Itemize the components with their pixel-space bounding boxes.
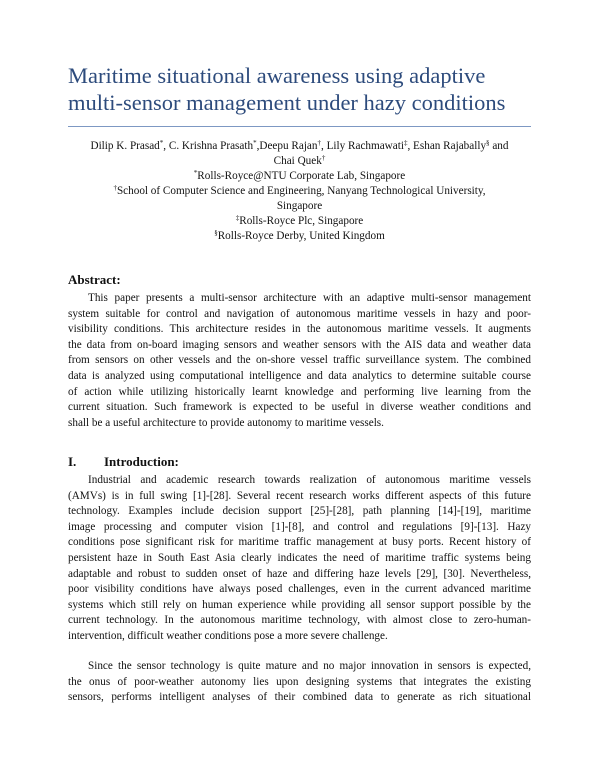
affiliation <box>68 184 531 199</box>
affiliation-mark: † <box>321 154 326 162</box>
text-line: the onus of poor-weather autonomy lies upon designing systems that integrates the existing <box>68 675 531 688</box>
author-name: , Eshan Rajabally <box>407 140 487 152</box>
paper-title <box>68 62 538 116</box>
author-name: ,Deepu Rajan <box>256 140 318 152</box>
text-line: data is analyzed using computational intelligence and data analytics to determine suitable course <box>68 369 531 382</box>
text-line: current situation. Such framework is expected to be useful in diverse weather conditions and <box>68 401 531 414</box>
abstract-heading: Abstract: <box>68 272 121 287</box>
text-line: shall be a useful architecture to provide autonomy to maritime vessels. <box>68 416 384 429</box>
author-name: Chai Quek <box>273 155 322 167</box>
affiliation-mark: † <box>317 139 321 147</box>
author-name: Dilip K. Prasad <box>90 140 160 152</box>
text-line: visibility conditions. This architecture resides in the autonomous maritime vessels. It augments <box>68 323 531 336</box>
text-line: Since the sensor technology is quite mature and no major innovation in sensors is expected, <box>88 660 531 672</box>
text-line: systems which still rely on human experience while providing all sensor support possible by the <box>68 598 531 611</box>
title-line: multi-sensor management under hazy conditions <box>68 90 506 115</box>
affiliation-text: Rolls-Royce@NTU Corporate Lab, Singapore <box>197 170 406 182</box>
text-line: the data from on-board imaging sensors and weather sensors with the AIS data and weather data <box>68 338 531 351</box>
affiliation <box>68 169 531 184</box>
text-line: technology. Examples include decision support [25]-[28], path planning [14]-[19], maritime <box>68 505 531 518</box>
affiliation-mark: § <box>486 139 490 147</box>
text-line: This paper presents a multi-sensor architecture with an adaptive multi-sensor management <box>88 292 531 304</box>
affiliation <box>68 199 531 214</box>
text-line: Industrial and academic research towards realization of autonomous maritime vessels <box>88 474 531 486</box>
affiliation-mark: * <box>253 139 257 147</box>
section-heading <box>68 454 179 470</box>
section-number: I. <box>68 454 77 469</box>
author-name: , C. Krishna Prasath <box>163 140 254 152</box>
text-line: adaptable and robust to sudden onset of haze and differing haze levels [29], [30]. Nevertheless, <box>68 567 531 580</box>
text-line: of action while utilizing historically learnt knowledge and performing live learning from the <box>68 385 531 398</box>
intro-paragraph-1 <box>68 473 531 645</box>
affiliation-mark: † <box>113 184 117 192</box>
affiliation-mark: * <box>193 169 198 177</box>
affiliation-mark: ‡ <box>403 139 408 147</box>
affiliation-text: School of Computer Science and Engineering, Nanyang Technological University, <box>116 185 486 197</box>
author-name: and <box>489 140 509 152</box>
affiliation-text: Rolls-Royce Plc, Singapore <box>239 215 364 227</box>
text-line: current technology. In the autonomous maritime technology, with almost close to zero-human- <box>68 614 531 627</box>
text-line: conditions pose significant risk for maritime traffic management at busy ports. Recent history of <box>68 536 531 549</box>
affiliation-mark: § <box>214 229 218 237</box>
affiliation <box>68 214 531 229</box>
text-line: (AMVs) is in full swing [1]-[28]. Several recent research works different aspects of this future <box>68 489 531 502</box>
section-title: Introduction: <box>104 454 179 469</box>
text-line: intervention, difficult weather conditions pose a more severe challenge. <box>68 629 388 642</box>
affiliation <box>68 229 531 244</box>
text-line: image processing and computer vision [1]-[8], and control and regulations [9]-[13]. Hazy <box>68 520 531 533</box>
affiliation-mark: ‡ <box>235 214 240 222</box>
intro-paragraph-2 <box>68 659 531 706</box>
title-divider <box>68 126 531 127</box>
title-line: Maritime situational awareness using adaptive <box>68 63 486 88</box>
abstract-body <box>68 291 531 431</box>
text-line: persistent haze in South East Asia clearly indicates the need of maritime traffic systems being <box>68 551 531 564</box>
affiliation-text: Singapore <box>276 200 323 212</box>
text-line: from sensors on other vessels and the on-shore vessel traffic surveillance system. The combined <box>68 354 531 367</box>
author-name: , Lily Rachmawati <box>320 140 404 152</box>
affiliation-text: Rolls-Royce Derby, United Kingdom <box>217 230 385 242</box>
text-line: poor visibility conditions have always posed challenges, even in the current advanced maritime <box>68 583 531 596</box>
text-line: system suitable for control and navigation of autonomous maritime vessels in hazy and poor- <box>68 307 531 320</box>
author-block <box>68 139 531 244</box>
affiliation-mark: * <box>159 139 164 147</box>
author-line <box>68 154 531 169</box>
author-line <box>68 139 531 154</box>
text-line: sensors, performs intelligent analyses of their combined data to generate as rich situational <box>68 691 531 704</box>
